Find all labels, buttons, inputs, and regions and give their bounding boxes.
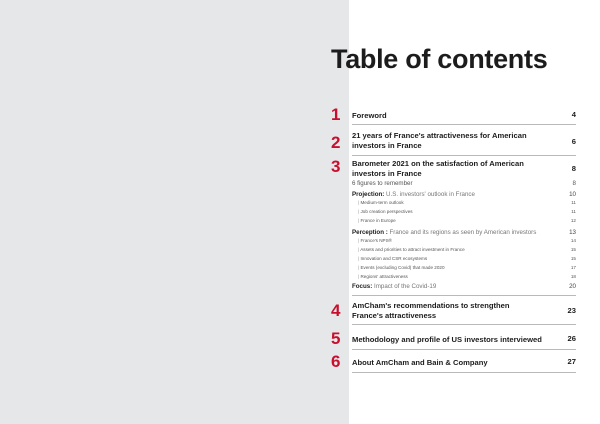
section-number: 2 — [331, 133, 341, 152]
toc-subentry[interactable]: | Regions' attractiveness 18 — [358, 275, 576, 285]
toc-section-5[interactable] — [331, 330, 576, 350]
section-title: 21 years of France's attractiveness for American investors in France — [352, 131, 527, 150]
toc-subentry[interactable]: | Assets and priorities to attract investment in France 15 — [358, 248, 576, 258]
section-divider — [352, 324, 576, 325]
toc-subentry[interactable]: | Medium-term outlook 11 — [358, 201, 576, 211]
toc-section-2[interactable] — [331, 130, 576, 157]
section-number: 1 — [331, 105, 341, 124]
section-title: Methodology and profile of US investors interviewed — [352, 335, 542, 344]
toc-section-6[interactable] — [331, 353, 576, 373]
section-page: 23 — [567, 306, 576, 315]
page-title: Table of contents — [331, 44, 548, 74]
toc-entry[interactable]: 6 figures to remember 8 — [352, 180, 576, 187]
toc-entry-projection[interactable]: Projection: U.S. investors' outlook in France 10 — [352, 191, 576, 198]
section-number: 6 — [331, 352, 341, 371]
section-title: Foreword — [352, 111, 387, 120]
section-divider — [352, 124, 576, 125]
toc-entry-perception[interactable]: Perception : France and its regions as seen by American investors 13 — [352, 229, 576, 236]
section-divider — [352, 155, 576, 156]
toc-subentry[interactable]: | Job creation perspectives 11 — [358, 210, 576, 220]
section-title: About AmCham and Bain & Company — [352, 358, 488, 367]
section-divider — [352, 349, 576, 350]
toc-section-1[interactable] — [331, 106, 576, 124]
section-page: 4 — [571, 110, 576, 119]
toc-subentry[interactable]: | Events (excluding Covid) that made 2020 17 — [358, 266, 576, 276]
section-number: 3 — [331, 157, 341, 176]
section-divider — [352, 295, 576, 296]
section-divider — [352, 372, 576, 373]
toc-subentry[interactable]: | France in Europe 12 — [358, 219, 576, 229]
section-page: 8 — [571, 164, 576, 173]
section-page: 6 — [571, 137, 576, 146]
toc-entry-focus[interactable]: Focus: Impact of the Covid-19 20 — [352, 283, 576, 290]
toc-subentry[interactable]: | France's NPS® 14 — [358, 239, 576, 249]
section-title: AmCham's recommendations to strengthen France's attractiveness — [352, 301, 510, 320]
toc-section-3[interactable] — [331, 158, 576, 296]
toc-subentry[interactable]: | Innovation and CSR ecosystems 15 — [358, 257, 576, 267]
section-number: 5 — [331, 329, 341, 348]
section-page: 27 — [567, 357, 576, 366]
section-title: Barometer 2021 on the satisfaction of American investors in France — [352, 159, 524, 178]
toc-section-4[interactable] — [331, 300, 576, 326]
section-page: 26 — [567, 334, 576, 343]
section-number: 4 — [331, 301, 341, 320]
